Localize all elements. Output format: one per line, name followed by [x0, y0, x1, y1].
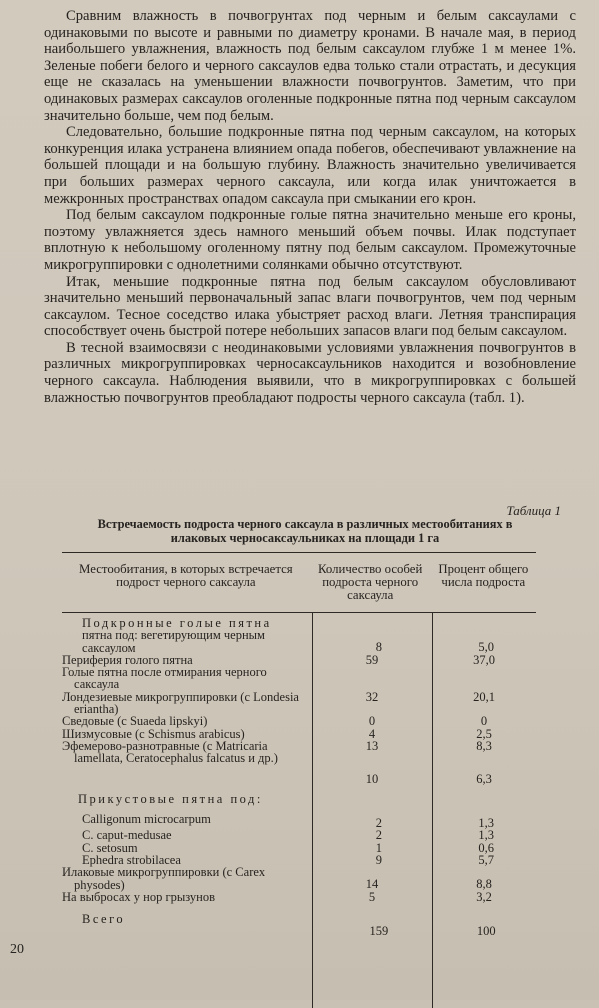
row-percent: 100 [476, 924, 496, 939]
row-percent: 6,3 [476, 771, 492, 786]
row-label: Подкронные голые пятна [82, 616, 272, 630]
table-row [62, 691, 536, 716]
paragraph-1: Сравним влажность в почвогрунтах под черным и белым саксаулами с одинаковыми по высоте и равными по диаметру кронами. В начале мая, в период наибольшего увлажнения, влажность под белым саксаулом глубже 1 м менее 1%. Зеленые побеги белого и черного саксаулов едва только стали отрастать, и десукция еще не сказалась на уменьшении влажности почвогрунтов. Заметим, что при одинаковых размерах саксаулов оголенные подкронные пятна под черным саксаулом значительно больше, чем под белым. [44, 8, 576, 124]
table-row [62, 613, 536, 629]
body-text [44, 8, 576, 406]
row-percent: 1,3 [478, 816, 494, 831]
row-percent: 3,2 [476, 889, 492, 904]
row-label: C. caput-medusae [82, 828, 172, 843]
row-count: 2 [375, 828, 383, 843]
table-header [62, 553, 536, 612]
row-percent: 8,8 [476, 877, 492, 892]
row-count: 32 [365, 689, 379, 704]
row-label: Лондезиевые микрогруппировки (с Londesia eriantha) [62, 689, 299, 717]
paragraph-4: Итак, меньшие подкронные пятна под белым саксаулом обусловливают значительно меньший первоначальный запас влаги почвогрунтов, чем под черным саксаулом. Тесное соседство илака убыстряет расход влаги. Летняя транспирация способствует очень быстрой потере небольших запасов влаги под белым саксаулом. [44, 273, 576, 340]
row-count: 5 [368, 889, 376, 904]
row-label: Илаковые микрогруппировки (с Carex physodes) [62, 865, 266, 892]
table-body [62, 613, 536, 938]
table-row [62, 805, 536, 829]
row-label: C. setosum [82, 840, 138, 855]
row-label: Голые пятна после отмирания черного саксаула [62, 665, 267, 692]
row-percent: 37,0 [473, 652, 495, 667]
row-label: На выбросах у нор грызунов [62, 889, 216, 904]
row-percent: 5,7 [478, 853, 494, 868]
row-count: 159 [369, 924, 389, 939]
row-percent: 0 [480, 714, 488, 729]
table-row [62, 629, 536, 654]
table-row [62, 740, 536, 765]
row-count: 1 [375, 840, 383, 855]
row-label: Шизмусовые (с Schismus arabicus) [62, 726, 245, 741]
row-count: 2 [375, 816, 383, 831]
row-count: 10 [365, 771, 379, 786]
header-habitat: Местообитания, в которых встречается подрост черного саксаула [79, 562, 293, 589]
row-count: 0 [368, 714, 376, 729]
row-percent: 1,3 [478, 828, 494, 843]
table-row [62, 666, 536, 691]
data-table [62, 552, 536, 938]
table-row [62, 785, 536, 805]
table-row [62, 866, 536, 891]
row-label: Сведовые (с Suaeda lipskyi) [62, 714, 208, 729]
row-label: Calligonum microcarpum [82, 812, 211, 827]
table-row [62, 765, 536, 785]
paragraph-3: Под белым саксаулом подкронные голые пятна значительно меньше его кроны, поэтому увлажняется здесь намного меньший объем почвы. Илак подступает вплотную к небольшому оголенному пятну под белым саксаулом. Промежуточные микрогруппировки с однолетними солянками обычно отсутствуют. [44, 207, 576, 273]
row-label: пятна под: вегетирующим черным саксаулом [82, 628, 265, 655]
table-row-total [62, 903, 536, 937]
row-label: Эфемерово-разнотравные (с Matricaria lamellata, Ceratocephalus falcatus и др.) [62, 738, 278, 766]
header-count: Количество особей подроста черного саксаула [318, 562, 423, 602]
page-number: 20 [10, 942, 24, 957]
paragraph-2: Следовательно, большие подкронные пятна под черным саксаулом, на которых конкуренция илака устранена влиянием опада побегов, обеспечивают увлажнение на большей площади и на большую глубину. Влажность значительно увеличивается при больших размерах черного саксаула, или когда илак уничтожается в межкронных пространствах опадом саксаула при смыкании его крон. [44, 124, 576, 207]
row-percent: 5,0 [478, 640, 494, 655]
row-label: Ephedra strobilacea [82, 853, 181, 868]
row-count: 4 [368, 726, 376, 741]
row-count: 13 [365, 738, 379, 753]
table-row [62, 715, 536, 727]
paragraph-5: В тесной взаимосвязи с неодинаковыми условиями увлажнения почвогрунтов в различных микрогруппировках черносаксаульников находится и возобновление черного саксаула. Наблюдения выявили, что в микрогруппировках с большей влажностью почвогрунтов преобладают подросты черного саксаула (табл. 1). [44, 339, 576, 406]
row-count: 14 [365, 877, 379, 892]
row-count: 9 [375, 853, 383, 868]
table-title: Встречаемость подроста черного саксаула в различных местообитаниях в илаковых черносаксаульниках на площади 1 га [97, 517, 513, 545]
row-count: 8 [375, 640, 383, 655]
table-row [62, 829, 536, 841]
row-count: 59 [365, 652, 379, 667]
row-percent: 8,3 [476, 738, 492, 753]
row-label: Периферия голого пятна [62, 652, 193, 667]
row-percent: 2,5 [476, 726, 492, 741]
row-percent: 20,1 [473, 689, 495, 704]
header-percent: Процент общего числа подроста [438, 562, 529, 589]
row-label: Прикустовые пятна под: [78, 791, 263, 806]
row-label: Всего [82, 912, 126, 927]
table-label: Таблица 1 [506, 503, 561, 518]
row-percent: 0,6 [478, 840, 494, 855]
table-row [62, 891, 536, 903]
